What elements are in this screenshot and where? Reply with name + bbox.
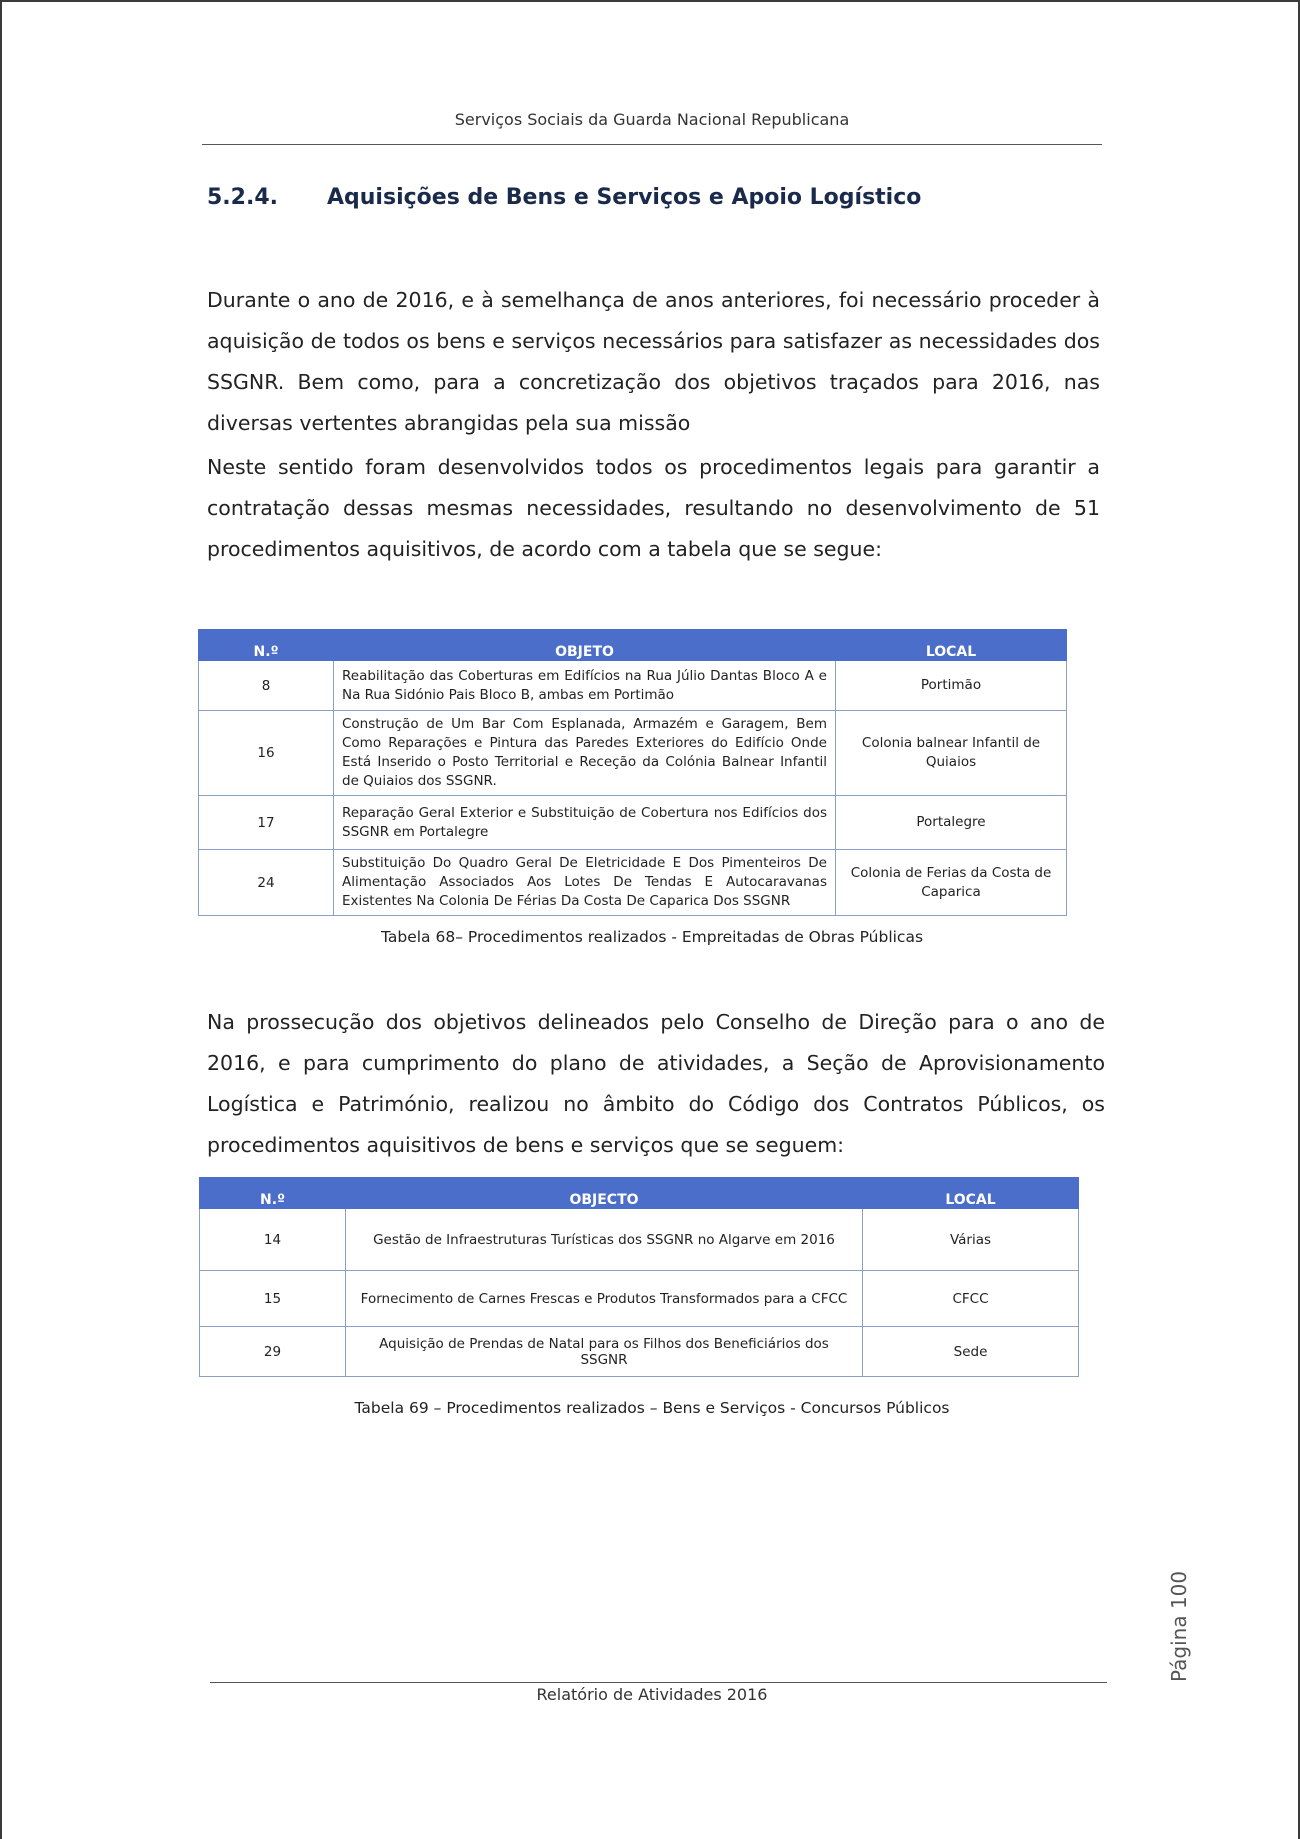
page-footer: Relatório de Atividades 2016 [536, 1685, 768, 1704]
cell-local: CFCC [863, 1271, 1079, 1327]
cell-object: Construção de Um Bar Com Esplanada, Armazém e Garagem, Bem Como Reparações e Pintura das Paredes Exteriores do Edifício Onde Está Inserido o Posto Territorial e Receção da Colónia Balnear Infantil de Quiaios dos SSGNR. [334, 711, 836, 796]
cell-num: 14 [200, 1209, 346, 1271]
table-row [200, 1209, 1079, 1271]
table-row [199, 661, 1067, 711]
paragraph-intro: Durante o ano de 2016, e à semelhança de anos anteriores, foi necessário proceder à aquisição de todos os bens e serviços necessários para satisfazer as necessidades dos SSGNR. Bem como, para a concretização dos objetivos traçados para 2016, nas diversas vertentes abrangidas pela sua missão [207, 288, 1100, 435]
paragraph-acquisitions: Na prossecução dos objetivos delineados pelo Conselho de Direção para o ano de 2016, e para cumprimento do plano de atividades, a Seção de Aprovisionamento Logística e Património, realizou no âmbito do Código dos Contratos Públicos, os procedimentos aquisitivos de bens e serviços que se seguem: [207, 1010, 1105, 1157]
cell-num: 17 [199, 796, 334, 850]
cell-local: Colonia de Ferias da Costa de Caparica [836, 850, 1067, 916]
cell-object: Reparação Geral Exterior e Substituição de Cobertura nos Edifícios dos SSGNR em Portalegre [334, 796, 836, 850]
cell-local: Várias [863, 1209, 1079, 1271]
table-row [199, 796, 1067, 850]
cell-local: Colonia balnear Infantil de Quiaios [836, 711, 1067, 796]
cell-local: Portimão [836, 661, 1067, 711]
header-num: N.º [199, 630, 334, 661]
table-68-caption: Tabela 68– Procedimentos realizados - Empreitadas de Obras Públicas [380, 928, 924, 946]
table-header-row [200, 1178, 1079, 1209]
header-divider [202, 144, 1102, 145]
table-header-row [199, 630, 1067, 661]
section-number: 5.2.4. [207, 185, 278, 210]
header-local: LOCAL [863, 1178, 1079, 1209]
paragraph-procedures: Neste sentido foram desenvolvidos todos os procedimentos legais para garantir a contratação dessas mesmas necessidades, resultando no desenvolvimento de 51 procedimentos aquisitivos, de acordo com a tabela que se segue: [207, 455, 1100, 561]
cell-num: 24 [199, 850, 334, 916]
table-row [200, 1271, 1079, 1327]
page-header: Serviços Sociais da Guarda Nacional Republicana [454, 110, 850, 129]
cell-num: 29 [200, 1327, 346, 1377]
cell-num: 8 [199, 661, 334, 711]
table-row [199, 711, 1067, 796]
table-row [200, 1327, 1079, 1377]
page-number: Página 100 [1167, 1570, 1191, 1682]
cell-object: Substituição Do Quadro Geral De Eletricidade E Dos Pimenteiros De Alimentação Associados Aos Lotes De Tendas E Autocaravanas Existentes Na Colonia De Férias Da Costa De Caparica Dos SSGNR [334, 850, 836, 916]
header-object: OBJETO [334, 630, 836, 661]
table-69-caption: Tabela 69 – Procedimentos realizados – Bens e Serviços - Concursos Públicos [354, 1399, 950, 1417]
cell-object: Aquisição de Prendas de Natal para os Filhos dos Beneficiários dos SSGNR [346, 1327, 863, 1377]
section-title: Aquisições de Bens e Serviços e Apoio Logístico [327, 185, 922, 210]
cell-object: Reabilitação das Coberturas em Edifícios na Rua Júlio Dantas Bloco A e Na Rua Sidónio Pais Bloco B, ambas em Portimão [334, 661, 836, 711]
cell-num: 16 [199, 711, 334, 796]
table-68 [198, 629, 1067, 916]
cell-object: Gestão de Infraestruturas Turísticas dos SSGNR no Algarve em 2016 [346, 1209, 863, 1271]
section-heading [207, 185, 921, 210]
header-local: LOCAL [836, 630, 1067, 661]
cell-local: Sede [863, 1327, 1079, 1377]
table-69 [199, 1177, 1079, 1377]
header-object: OBJECTO [346, 1178, 863, 1209]
cell-object: Fornecimento de Carnes Frescas e Produtos Transformados para a CFCC [346, 1271, 863, 1327]
footer-divider [210, 1682, 1107, 1683]
table-row [199, 850, 1067, 916]
cell-num: 15 [200, 1271, 346, 1327]
header-num: N.º [200, 1178, 346, 1209]
cell-local: Portalegre [836, 796, 1067, 850]
